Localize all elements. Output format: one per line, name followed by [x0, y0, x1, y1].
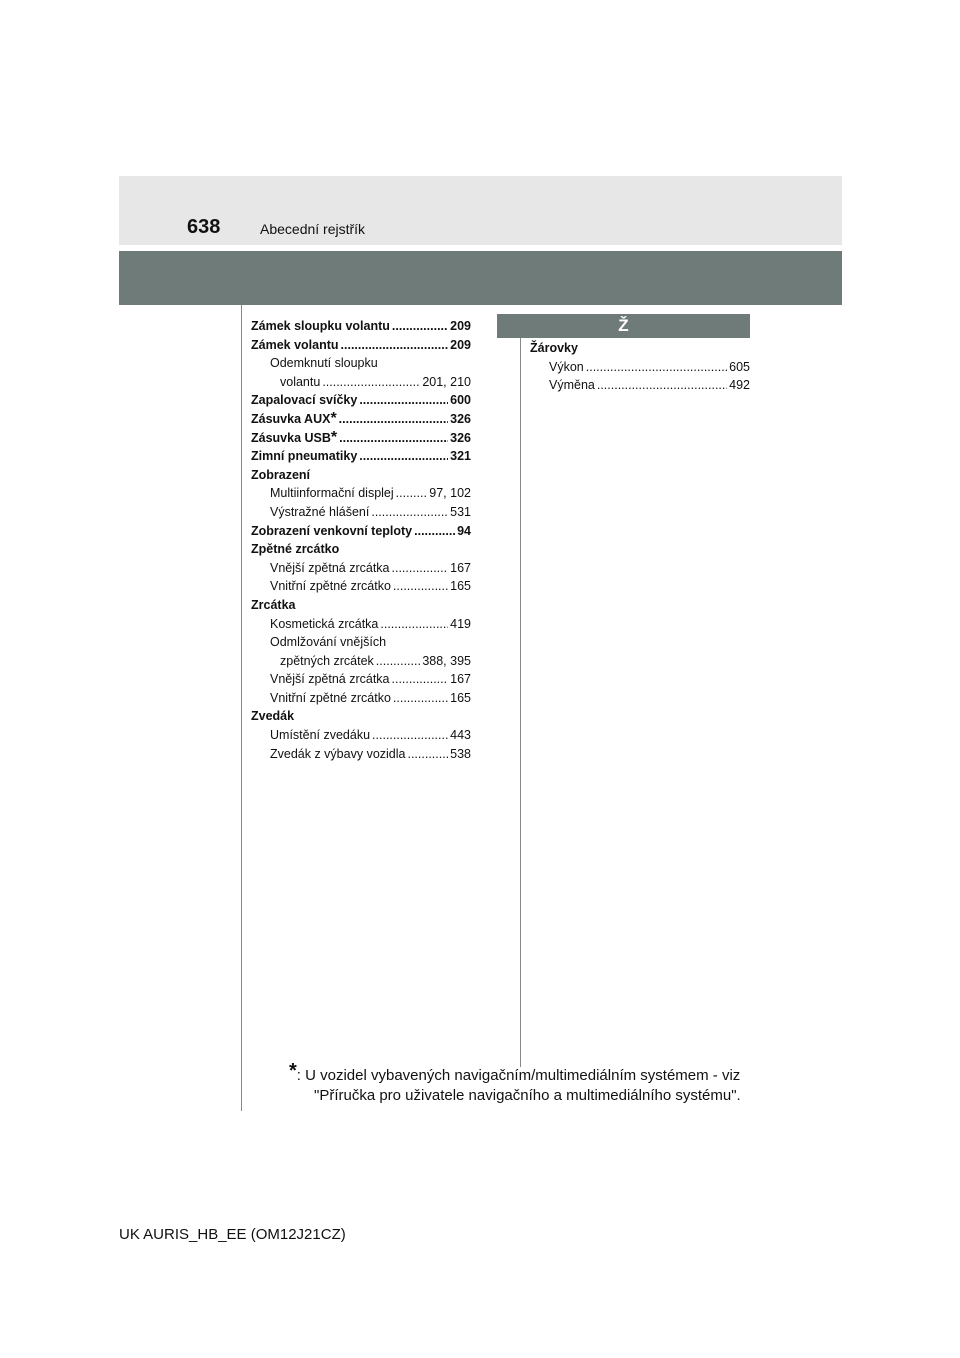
index-subentry: Vnitřní zpětné zrcátko ..... 165: [251, 577, 471, 596]
footnote-line: : U vozidel vybavených navigačním/multimediálním systémem - viz: [296, 1067, 741, 1084]
index-subentry: Odemknutí sloupku: [270, 356, 378, 371]
index-subentry: Odmlžování vnějších: [270, 635, 387, 650]
index-subentry: Výměna ..... 492: [530, 376, 750, 395]
index-subentry: Kosmetická zrcátka ..... 419: [251, 615, 471, 634]
index-subentry: volantu ..... 201, 210: [251, 373, 471, 392]
index-entry: Zámek volantu ..... 209: [251, 336, 471, 355]
column-divider-left: [241, 305, 242, 1111]
footnote-marker: *: [289, 1060, 297, 1082]
index-column-left: [251, 317, 471, 763]
index-entry: Zásuvka AUX * ..... 326: [251, 410, 471, 429]
index-entry: Zásuvka USB * ..... 326: [251, 429, 471, 448]
footnote-line: "Příručka pro uživatele navigačního a multimediálního systému".: [314, 1087, 741, 1104]
index-subentry: Umístění zvedáku ..... 443: [251, 726, 471, 745]
index-subentry: Výkon ..... 605: [530, 358, 750, 377]
column-divider-middle: [520, 316, 521, 1067]
index-entry: Zámek sloupku volantu ..... 209: [251, 317, 471, 336]
index-subentry: Zvedák z výbavy vozidla ..... 538: [251, 745, 471, 764]
index-heading: Zvedák: [251, 709, 295, 724]
index-subentry: Multiinformační displej ..... 97, 102: [251, 484, 471, 503]
index-entry: Zobrazení venkovní teploty ..... 94: [251, 522, 471, 541]
index-subentry: Výstražné hlášení ..... 531: [251, 503, 471, 522]
index-subentry: Vnější zpětná zrcátka ..... 167: [251, 559, 471, 578]
index-subentry: Vnější zpětná zrcátka ..... 167: [251, 670, 471, 689]
index-entry: Zapalovací svíčky ..... 600: [251, 391, 471, 410]
index-column-right: [530, 339, 750, 395]
index-entry: Zimní pneumatiky ..... 321: [251, 447, 471, 466]
index-heading: Zpětné zrcátko: [251, 542, 340, 557]
header-dark-band: [119, 251, 842, 305]
document-code: UK AURIS_HB_EE (OM12J21CZ): [119, 1226, 346, 1243]
index-subentry: zpětných zrcátek ..... 388, 395: [251, 652, 471, 671]
footnote: [289, 1060, 751, 1106]
page-number: 638: [187, 216, 221, 238]
page-title: Abecední rejstřík: [260, 221, 366, 237]
index-subentry: Vnitřní zpětné zrcátko ..... 165: [251, 689, 471, 708]
index-heading: Žárovky: [530, 341, 578, 355]
index-heading: Zrcátka: [251, 597, 296, 612]
section-letter-bar: Ž: [497, 314, 750, 338]
index-heading: Zobrazení: [251, 467, 311, 482]
header-band: [119, 176, 842, 245]
